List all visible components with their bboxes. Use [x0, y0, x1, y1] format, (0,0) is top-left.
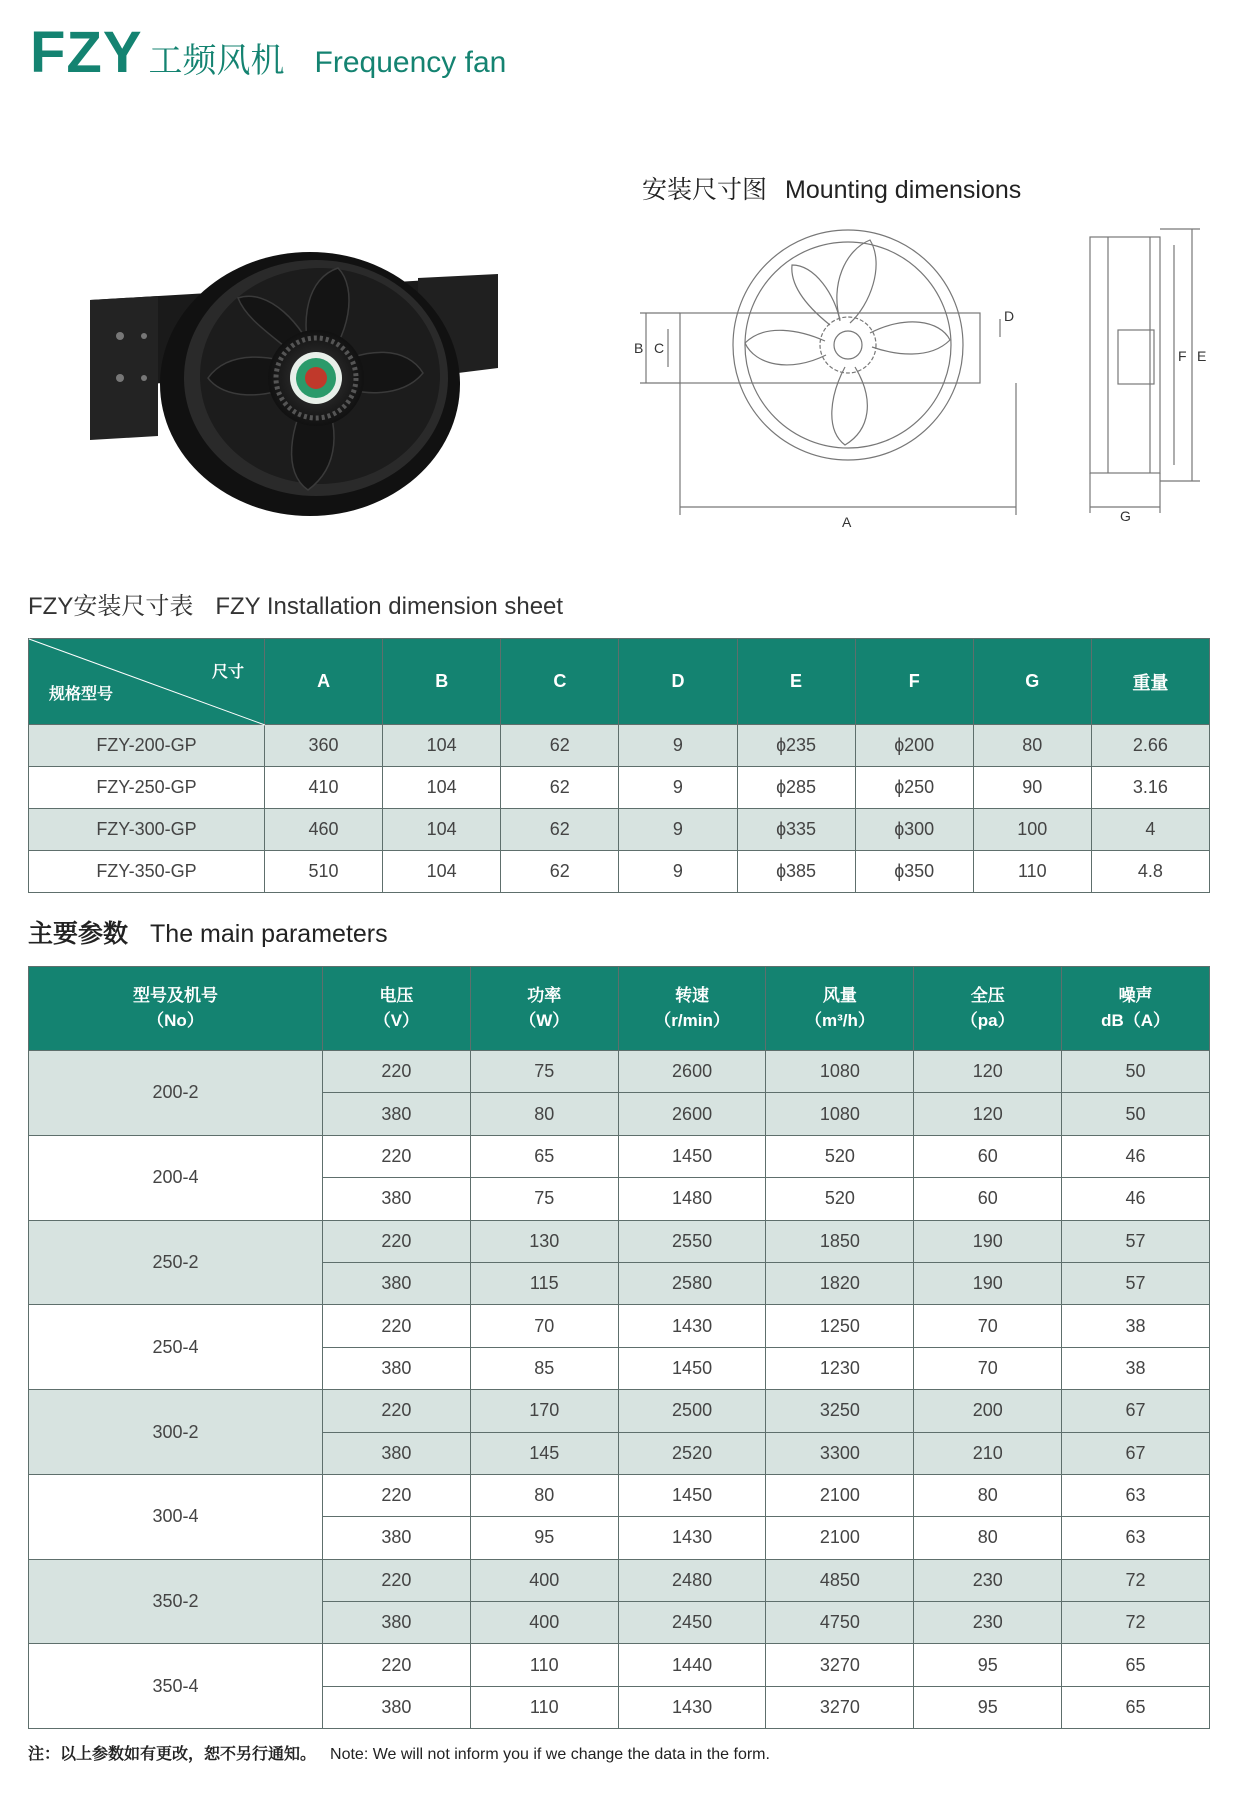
- value-cell: 80: [914, 1474, 1062, 1516]
- model-cell: 200-4: [29, 1135, 323, 1220]
- value-cell: 380: [323, 1432, 471, 1474]
- value-cell: 1850: [766, 1220, 914, 1262]
- dim-header-row: [29, 639, 1210, 725]
- value-cell: 520: [766, 1135, 914, 1177]
- value-cell: 65: [1062, 1644, 1210, 1686]
- dim-label-b: B: [634, 340, 644, 356]
- params-header-row: [29, 967, 1210, 1051]
- value-cell: 9: [619, 851, 737, 893]
- dim-corner-header: 尺寸 规格型号: [29, 639, 265, 725]
- value-cell: 2100: [766, 1517, 914, 1559]
- value-cell: 3270: [766, 1644, 914, 1686]
- value-cell: 2580: [618, 1262, 766, 1304]
- value-cell: 220: [323, 1644, 471, 1686]
- dim-label-e: E: [1197, 348, 1207, 364]
- value-cell: 190: [914, 1262, 1062, 1304]
- table-row: [29, 1305, 1210, 1347]
- value-cell: 75: [470, 1051, 618, 1093]
- value-cell: 115: [470, 1262, 618, 1304]
- value-cell: 1080: [766, 1093, 914, 1135]
- dim-label-f: F: [1178, 348, 1187, 364]
- motor-hub: [268, 330, 364, 426]
- front-hub: [820, 317, 876, 373]
- value-cell: 1440: [618, 1644, 766, 1686]
- value-cell: 1230: [766, 1347, 914, 1389]
- page-header: [30, 20, 507, 85]
- value-cell: 80: [470, 1093, 618, 1135]
- value-cell: 145: [470, 1432, 618, 1474]
- table-row: [29, 725, 1210, 767]
- value-cell: ɸ235: [737, 725, 855, 767]
- value-cell: 2480: [618, 1559, 766, 1601]
- dim-label-d: D: [1004, 308, 1015, 324]
- value-cell: 1430: [618, 1686, 766, 1728]
- value-cell: 100: [973, 809, 1091, 851]
- title-en: Frequency fan: [314, 46, 507, 79]
- model-cell: FZY-250-GP: [29, 767, 265, 809]
- value-cell: 65: [1062, 1686, 1210, 1728]
- title-cn: 工频风机: [148, 42, 285, 80]
- value-cell: 120: [914, 1093, 1062, 1135]
- value-cell: 110: [973, 851, 1091, 893]
- model-cell: 350-4: [29, 1644, 323, 1729]
- param-col-header: 全压 （pa）: [914, 967, 1062, 1051]
- value-cell: 460: [265, 809, 383, 851]
- value-cell: 220: [323, 1390, 471, 1432]
- value-cell: 2600: [618, 1051, 766, 1093]
- side-motor: [1118, 330, 1154, 384]
- value-cell: 67: [1062, 1390, 1210, 1432]
- front-outer-ring: [733, 230, 963, 460]
- main-parameters-table: [28, 966, 1210, 1729]
- value-cell: 510: [265, 851, 383, 893]
- value-cell: 220: [323, 1220, 471, 1262]
- table-row: [29, 1390, 1210, 1432]
- value-cell: 57: [1062, 1262, 1210, 1304]
- dim-col-header: D: [619, 639, 737, 725]
- value-cell: 4750: [766, 1602, 914, 1644]
- value-cell: 104: [383, 809, 501, 851]
- value-cell: 1820: [766, 1262, 914, 1304]
- value-cell: 70: [470, 1305, 618, 1347]
- value-cell: 85: [470, 1347, 618, 1389]
- front-view-diagram: [634, 225, 1040, 535]
- dim-label-c: C: [654, 340, 665, 356]
- value-cell: 50: [1062, 1051, 1210, 1093]
- value-cell: 380: [323, 1347, 471, 1389]
- value-cell: 400: [470, 1602, 618, 1644]
- value-cell: 80: [973, 725, 1091, 767]
- front-bracket: [680, 313, 980, 383]
- mounting-diagram-title: 安装尺寸图 Mounting dimensions: [642, 176, 1022, 204]
- value-cell: 62: [501, 767, 619, 809]
- value-cell: 230: [914, 1602, 1062, 1644]
- value-cell: 3270: [766, 1686, 914, 1728]
- model-cell: 200-2: [29, 1051, 323, 1136]
- value-cell: 80: [914, 1517, 1062, 1559]
- value-cell: 4.8: [1091, 851, 1209, 893]
- value-cell: ɸ385: [737, 851, 855, 893]
- value-cell: 3250: [766, 1390, 914, 1432]
- value-cell: 1480: [618, 1178, 766, 1220]
- dim-col-header: E: [737, 639, 855, 725]
- front-hub-center: [834, 331, 862, 359]
- value-cell: 2550: [618, 1220, 766, 1262]
- dim-col-header: A: [265, 639, 383, 725]
- value-cell: ɸ285: [737, 767, 855, 809]
- table-row: [29, 851, 1210, 893]
- value-cell: 410: [265, 767, 383, 809]
- value-cell: 3.16: [1091, 767, 1209, 809]
- value-cell: 67: [1062, 1432, 1210, 1474]
- value-cell: 90: [973, 767, 1091, 809]
- value-cell: 60: [914, 1178, 1062, 1220]
- table-row: [29, 1135, 1210, 1177]
- value-cell: 2.66: [1091, 725, 1209, 767]
- value-cell: 104: [383, 851, 501, 893]
- value-cell: 1430: [618, 1305, 766, 1347]
- dim-label-g: G: [1120, 508, 1131, 524]
- value-cell: 1080: [766, 1051, 914, 1093]
- value-cell: 2520: [618, 1432, 766, 1474]
- dim-col-header: 重量: [1091, 639, 1209, 725]
- install-section-title: FZY安装尺寸表 FZY Installation dimension sheet: [28, 593, 564, 620]
- model-cell: FZY-200-GP: [29, 725, 265, 767]
- value-cell: 120: [914, 1051, 1062, 1093]
- model-cell: 350-2: [29, 1559, 323, 1644]
- value-cell: 400: [470, 1559, 618, 1601]
- value-cell: ɸ250: [855, 767, 973, 809]
- params-section-title: 主要参数 The main parameters: [28, 920, 388, 948]
- value-cell: 72: [1062, 1559, 1210, 1601]
- param-col-header: 风量 （m³/h）: [766, 967, 914, 1051]
- value-cell: 1250: [766, 1305, 914, 1347]
- value-cell: 9: [619, 809, 737, 851]
- value-cell: 2450: [618, 1602, 766, 1644]
- param-col-header: 功率 （W）: [470, 967, 618, 1051]
- value-cell: 130: [470, 1220, 618, 1262]
- value-cell: 4: [1091, 809, 1209, 851]
- value-cell: 2500: [618, 1390, 766, 1432]
- value-cell: ɸ335: [737, 809, 855, 851]
- value-cell: 38: [1062, 1347, 1210, 1389]
- dim-col-header: C: [501, 639, 619, 725]
- value-cell: 220: [323, 1051, 471, 1093]
- table-row: [29, 1051, 1210, 1093]
- value-cell: 110: [470, 1686, 618, 1728]
- table-row: [29, 1644, 1210, 1686]
- value-cell: 63: [1062, 1474, 1210, 1516]
- table-row: [29, 809, 1210, 851]
- front-inner-ring: [745, 242, 951, 448]
- value-cell: 57: [1062, 1220, 1210, 1262]
- model-cell: FZY-300-GP: [29, 809, 265, 851]
- value-cell: 104: [383, 725, 501, 767]
- value-cell: 1430: [618, 1517, 766, 1559]
- fan-product-photo: [88, 228, 508, 528]
- value-cell: 95: [914, 1686, 1062, 1728]
- value-cell: 9: [619, 725, 737, 767]
- model-cell: 250-4: [29, 1305, 323, 1390]
- value-cell: 62: [501, 809, 619, 851]
- param-col-header: 型号及机号 （No）: [29, 967, 323, 1051]
- model-cell: 300-2: [29, 1390, 323, 1475]
- value-cell: 200: [914, 1390, 1062, 1432]
- value-cell: 380: [323, 1517, 471, 1559]
- value-cell: 62: [501, 851, 619, 893]
- value-cell: ɸ350: [855, 851, 973, 893]
- table-row: [29, 1474, 1210, 1516]
- value-cell: 110: [470, 1644, 618, 1686]
- dim-label-a: A: [842, 514, 852, 530]
- value-cell: 4850: [766, 1559, 914, 1601]
- value-cell: 95: [470, 1517, 618, 1559]
- value-cell: 104: [383, 767, 501, 809]
- dim-col-header: G: [973, 639, 1091, 725]
- value-cell: 72: [1062, 1602, 1210, 1644]
- value-cell: 75: [470, 1178, 618, 1220]
- value-cell: ɸ300: [855, 809, 973, 851]
- value-cell: 9: [619, 767, 737, 809]
- value-cell: 190: [914, 1220, 1062, 1262]
- value-cell: 50: [1062, 1093, 1210, 1135]
- model-cell: 250-2: [29, 1220, 323, 1305]
- param-col-header: 噪声 dB（A）: [1062, 967, 1210, 1051]
- value-cell: 3300: [766, 1432, 914, 1474]
- value-cell: 210: [914, 1432, 1062, 1474]
- footnote: 注：以上参数如有更改，恕不另行通知。 Note: We will not inform you if we change the data in the form.: [28, 1746, 770, 1763]
- table-row: [29, 1559, 1210, 1601]
- value-cell: 220: [323, 1135, 471, 1177]
- value-cell: 380: [323, 1178, 471, 1220]
- value-cell: 65: [470, 1135, 618, 1177]
- model-cell: FZY-350-GP: [29, 851, 265, 893]
- value-cell: 380: [323, 1686, 471, 1728]
- brand-title: FZY: [30, 20, 143, 85]
- value-cell: 1450: [618, 1347, 766, 1389]
- dim-col-header: B: [383, 639, 501, 725]
- value-cell: 38: [1062, 1305, 1210, 1347]
- value-cell: 2600: [618, 1093, 766, 1135]
- value-cell: 46: [1062, 1178, 1210, 1220]
- value-cell: 380: [323, 1602, 471, 1644]
- model-cell: 300-4: [29, 1474, 323, 1559]
- value-cell: 230: [914, 1559, 1062, 1601]
- value-cell: 46: [1062, 1135, 1210, 1177]
- installation-dimension-table: [28, 638, 1210, 893]
- side-view-diagram: [1088, 225, 1216, 525]
- value-cell: 70: [914, 1305, 1062, 1347]
- dim-col-header: F: [855, 639, 973, 725]
- param-col-header: 转速 （r/min）: [618, 967, 766, 1051]
- value-cell: 380: [323, 1262, 471, 1304]
- value-cell: 170: [470, 1390, 618, 1432]
- value-cell: 380: [323, 1093, 471, 1135]
- value-cell: 2100: [766, 1474, 914, 1516]
- value-cell: 520: [766, 1178, 914, 1220]
- value-cell: 95: [914, 1644, 1062, 1686]
- table-row: [29, 1220, 1210, 1262]
- value-cell: 62: [501, 725, 619, 767]
- value-cell: 220: [323, 1305, 471, 1347]
- value-cell: 360: [265, 725, 383, 767]
- param-col-header: 电压 （V）: [323, 967, 471, 1051]
- value-cell: 1450: [618, 1135, 766, 1177]
- value-cell: 220: [323, 1559, 471, 1601]
- value-cell: ɸ200: [855, 725, 973, 767]
- table-row: [29, 767, 1210, 809]
- value-cell: 80: [470, 1474, 618, 1516]
- value-cell: 63: [1062, 1517, 1210, 1559]
- value-cell: 220: [323, 1474, 471, 1516]
- value-cell: 1450: [618, 1474, 766, 1516]
- value-cell: 70: [914, 1347, 1062, 1389]
- value-cell: 60: [914, 1135, 1062, 1177]
